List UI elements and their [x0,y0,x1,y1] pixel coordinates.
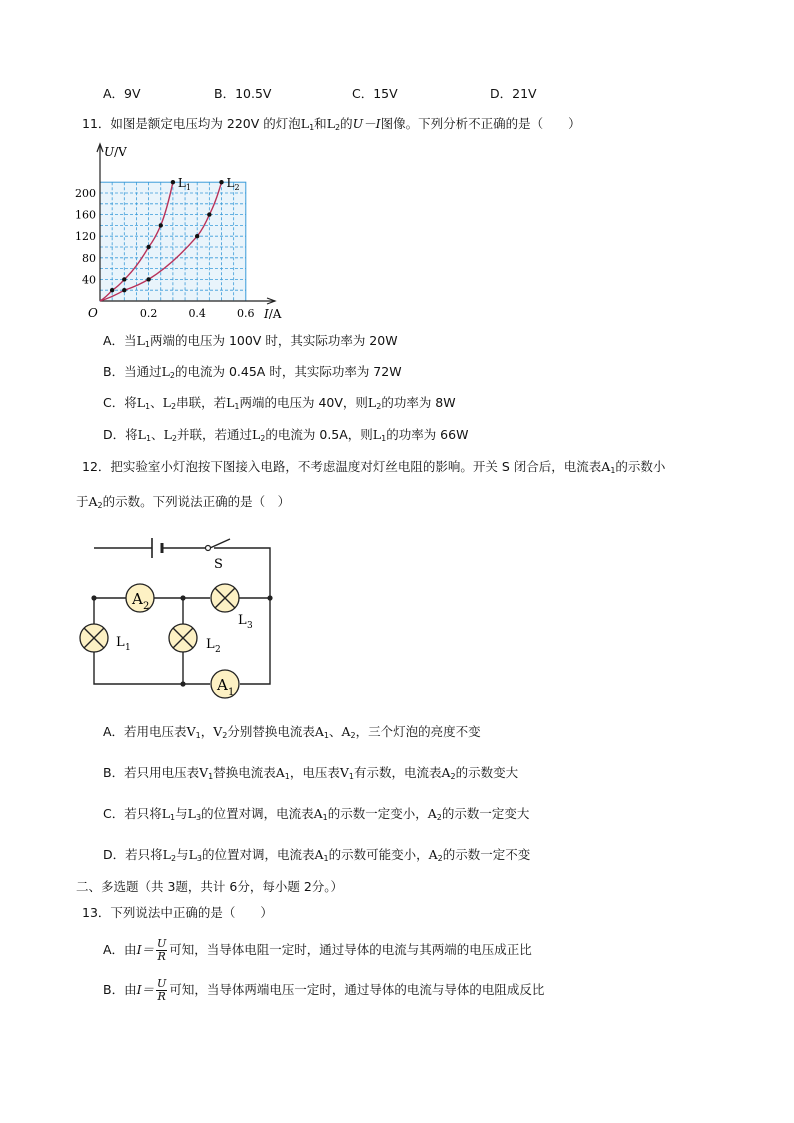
junction-dot [91,595,96,600]
svg-text:L: L [116,635,125,650]
junction-dot [180,681,185,686]
switch-contact [206,546,211,551]
formula-fraction: $\frac{U}{R}$ [157,937,167,963]
data-point [110,288,114,292]
q12-option-b: B．若只用电压表$V_1$替换电流表$A_1$，电压表$V_1$有示数，电流表$A_2$的示数变大 [103,765,519,781]
section-heading: 二、多选题（共 3题，共计 6分，每小题 2分。） [76,879,344,894]
y-tick-label: 80 [82,251,96,265]
svg-text:3: 3 [247,621,253,631]
svg-text:1: 1 [125,643,131,653]
q12-option-c: C．若只将$L_1$与$L_3$的位置对调，电流表$A_1$的示数一定变小，$A_2$的示数一定变大 [103,806,530,822]
q11-stem: 11．如图是额定电压均为 220V 的灯泡$L_1$和$L_2$的U－I图像。下列分析不正确的是（ ） [82,116,581,132]
data-point [159,223,163,227]
y-tick-label: 120 [75,230,96,244]
svg-text:A: A [217,676,228,694]
junction-dot [267,595,272,600]
q13-option-b: B．由I＝ $\frac{U}{R}$ 可知，当导体两端电压一定时，通过导体的电流与导体的电阻成反比 [103,977,545,1003]
q10-option-d: D．21V [490,86,537,101]
svg-text:L: L [206,637,215,652]
x-tick-label: 0.4 [188,307,206,320]
lamp-l3 [211,584,253,631]
svg-text:1: 1 [228,687,235,698]
series-label-l2: $L_2$ [226,176,240,193]
data-point [195,234,199,238]
q13-stem: 13．下列说法中正确的是（ ） [82,905,273,920]
q10-option-b: B．10.5V [214,86,272,101]
svg-text:2: 2 [143,601,150,612]
junction-dot [180,595,185,600]
data-point [207,212,211,216]
y-tick-label: 40 [82,273,96,287]
y-tick-label: 160 [75,208,96,222]
data-point [146,277,150,281]
x-tick-label: 0.2 [139,307,158,320]
q12-stem-line2: 于$A_2$的示数。下列说法正确的是（ ） [76,494,291,510]
q12-option-a: A．若用电压表$V_1$，$V_2$分别替换电流表$A_1$、$A_2$，三个灯泡的亮度不变 [103,724,481,740]
q11-option-a: A．当$L_1$两端的电压为 100V 时，其实际功率为 20W [103,333,398,349]
q11-option-d: D．将$L_1$、$L_2$并联，若通过$L_2$的电流为 0.5A，则$L_1$的功率为 66W [103,427,469,443]
ui-chart [70,138,300,323]
data-point [122,277,126,281]
lamp-l2 [169,624,221,655]
q10-option-c: C．15V [352,86,398,101]
svg-text:L: L [238,613,247,628]
x-axis-label: I/A [264,307,282,321]
y-axis-label: U/V [104,145,127,159]
data-point [122,288,126,292]
ammeter-a1 [211,670,239,698]
q10-option-a: A．9V [103,86,141,101]
q11-option-c: C．将$L_1$、$L_2$串联，若$L_1$两端的电压为 40V，则$L_2$的功率为 8W [103,395,456,411]
q13-option-a: A．由I＝ $\frac{U}{R}$ 可知，当导体电阻一定时，通过导体的电流与其两端的电压成正比 [103,937,532,963]
q11-option-b: B．当通过$L_2$的电流为 0.45A 时，其实际功率为 72W [103,364,402,380]
series-label-l1: $L_1$ [177,176,191,193]
y-tick-label: 200 [75,187,96,200]
data-point [171,180,175,184]
data-point [219,180,223,184]
q12-option-d: D．若只将$L_2$与$L_3$的位置对调，电流表$A_1$的示数可能变小，$A_2$的示数一定不变 [103,847,531,863]
svg-text:A: A [132,590,143,608]
switch-label: S [214,557,223,572]
q12-stem-line1: 12．把实验室小灯泡按下图接入电路，不考虑温度对灯丝电阻的影响。开关 S 闭合后，电流表$A_1$的示数小 [82,459,666,475]
data-point [146,245,150,249]
lamp-l1 [80,624,131,653]
origin-label: O [88,306,98,320]
ammeter-a2 [126,584,154,612]
circuit-diagram [70,530,310,705]
formula-fraction: $\frac{U}{R}$ [157,977,167,1003]
svg-text:2: 2 [215,645,221,655]
x-tick-label: 0.6 [237,307,255,320]
chart-grid [100,182,246,301]
